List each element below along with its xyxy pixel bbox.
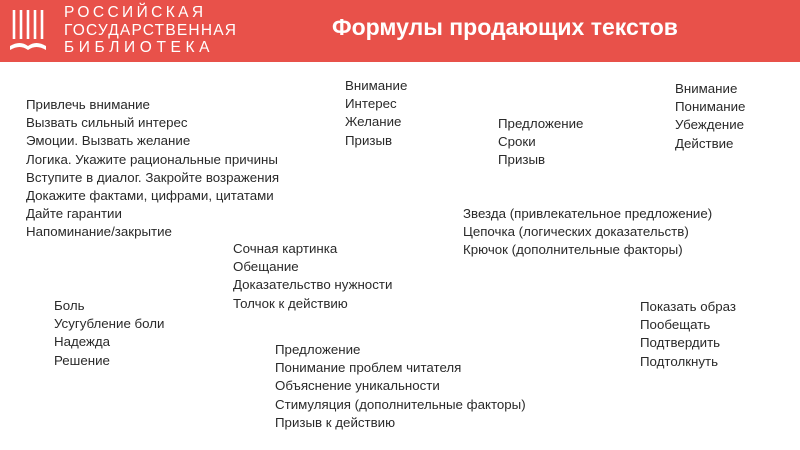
logo-text-line-3: БИБЛИОТЕКА <box>64 39 215 56</box>
list-item: Решение <box>54 352 110 368</box>
list-item: Действие <box>675 135 734 151</box>
list-item: Привлечь внимание <box>26 97 150 112</box>
list-item: Призыв <box>345 132 393 148</box>
list-item: Объяснение уникальности <box>275 378 440 394</box>
list-item: Убеждение <box>675 117 745 133</box>
list-item: Крючок (дополнительные факторы) <box>463 242 683 258</box>
list-item: Стимуляция (дополнительные факторы) <box>275 396 526 412</box>
list-item: Дайте гарантии <box>26 206 122 222</box>
list-item: Звезда (привлекательное предложение) <box>463 206 713 221</box>
list-item: Показать образ <box>640 299 736 314</box>
list-item: Интерес <box>345 96 397 112</box>
list-item: Призыв к действию <box>275 414 396 430</box>
list-item: Докажите фактами, цифрами, цитатами <box>26 188 274 204</box>
list-item: Желание <box>345 114 402 130</box>
list-item: Боль <box>54 298 85 313</box>
page-title: Формулы продающих текстов <box>332 14 678 40</box>
formula-offer-list <box>275 341 526 432</box>
list-item: Понимание проблем читателя <box>275 360 462 376</box>
logo-text-line-2: ГОСУДАРСТВЕННАЯ <box>64 22 238 39</box>
formula-odc-list <box>498 115 583 170</box>
list-item: Вызвать сильный интерес <box>26 115 188 131</box>
list-item: Усугубление боли <box>54 316 165 332</box>
list-item: Предложение <box>275 342 361 357</box>
list-item: Подтолкнуть <box>640 353 719 369</box>
list-item: Доказательство нужности <box>233 277 393 293</box>
list-item: Подтвердить <box>640 335 721 351</box>
list-item: Пообещать <box>640 317 711 333</box>
list-item: Предложение <box>498 116 584 131</box>
formula-aida-list <box>345 77 407 150</box>
list-item: Толчок к действию <box>233 295 348 311</box>
header-bar <box>0 0 800 62</box>
list-item: Цепочка (логических доказательств) <box>463 224 689 240</box>
list-item: Внимание <box>345 78 408 93</box>
formula-star-chain-hook-list <box>463 205 712 260</box>
formula-ppps-list <box>233 240 392 313</box>
logo-text-line-1: РОССИЙСКАЯ <box>64 4 207 21</box>
list-item: Надежда <box>54 334 111 350</box>
list-item: Понимание <box>675 99 746 115</box>
list-item: Вступите в диалог. Закройте возражения <box>26 169 280 185</box>
list-item: Эмоции. Вызвать желание <box>26 133 191 149</box>
list-item: Внимание <box>675 81 738 96</box>
list-item: Напоминание/закрытие <box>26 224 172 240</box>
list-item: Сроки <box>498 134 536 150</box>
list-item: Призыв <box>498 152 546 168</box>
list-item: Логика. Укажите рациональные причины <box>26 151 278 167</box>
formula-pain-list <box>54 297 164 370</box>
list-item: Обещание <box>233 259 299 275</box>
formula-aidcap-list <box>26 96 279 242</box>
formula-acca-list <box>675 80 745 153</box>
list-item: Сочная картинка <box>233 241 338 256</box>
library-logo-icon <box>8 6 48 54</box>
formula-ppps-short-list <box>640 298 736 371</box>
